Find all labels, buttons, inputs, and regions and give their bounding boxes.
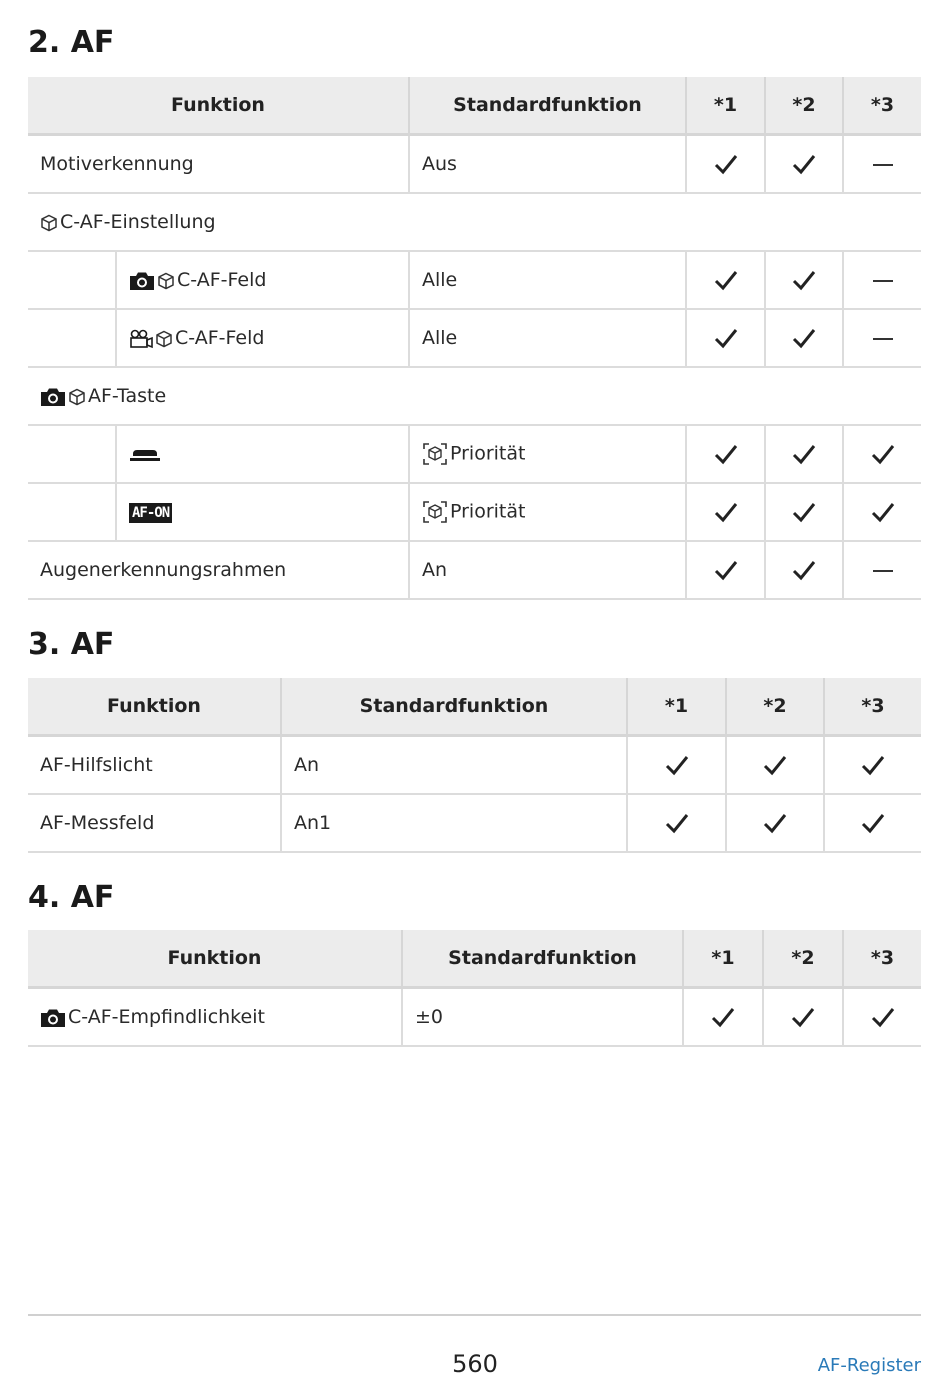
check-icon <box>714 501 738 523</box>
row-value: An <box>409 541 686 599</box>
check-icon <box>763 812 787 834</box>
movie-camera-icon <box>129 329 153 349</box>
mark-cell <box>765 251 843 309</box>
row-value: An1 <box>281 794 627 852</box>
mark-cell <box>686 483 765 541</box>
af-table-2 <box>28 77 921 600</box>
check-icon <box>861 812 885 834</box>
table-row <box>28 251 921 309</box>
check-icon <box>791 1006 815 1028</box>
mark-cell <box>627 794 726 852</box>
af-table-4 <box>28 930 921 1047</box>
check-icon <box>792 501 816 523</box>
row-label: AF-Hilfslicht <box>28 736 281 795</box>
row-label: AF-Messfeld <box>28 794 281 852</box>
mark-cell <box>843 251 921 309</box>
mark-cell <box>824 736 921 795</box>
mark-cell <box>843 988 921 1047</box>
dash-icon <box>873 338 893 340</box>
header-mode-2: *2 <box>763 930 843 988</box>
row-label: C-AF-Feld <box>177 269 267 291</box>
cube-icon <box>157 272 175 290</box>
mark-cell <box>765 425 843 483</box>
check-icon <box>714 327 738 349</box>
mark-cell <box>627 736 726 795</box>
mark-cell <box>843 425 921 483</box>
check-icon <box>665 754 689 776</box>
mark-cell <box>686 135 765 194</box>
indent-cell <box>28 251 116 309</box>
mark-cell <box>763 988 843 1047</box>
mark-cell <box>726 794 824 852</box>
header-standardfunktion: Standardfunktion <box>409 77 686 135</box>
mark-cell <box>726 736 824 795</box>
header-mode-3: *3 <box>843 930 921 988</box>
header-mode-1: *1 <box>627 678 726 736</box>
row-label: C-AF-Einstellung <box>60 211 216 233</box>
indent-cell <box>28 309 116 367</box>
mark-cell <box>686 309 765 367</box>
row-value-cell <box>409 483 686 541</box>
row-value: Alle <box>409 251 686 309</box>
check-icon <box>665 812 689 834</box>
dash-icon <box>873 164 893 166</box>
table-header-row <box>28 678 921 736</box>
group-row <box>28 193 921 251</box>
footer-divider <box>28 1314 921 1316</box>
check-icon <box>792 559 816 581</box>
row-label-cell <box>116 483 409 541</box>
mark-cell <box>765 541 843 599</box>
mark-cell <box>765 483 843 541</box>
header-standardfunktion: Standardfunktion <box>281 678 627 736</box>
check-icon <box>714 443 738 465</box>
mark-cell <box>843 309 921 367</box>
check-icon <box>763 754 787 776</box>
section-title-4: 4. AF <box>28 880 115 915</box>
row-value: ±0 <box>402 988 683 1047</box>
check-icon <box>861 754 885 776</box>
mark-cell <box>843 135 921 194</box>
section-title-2: 2. AF <box>28 25 115 60</box>
focus-target-cube-icon <box>422 500 448 524</box>
af-table-3 <box>28 678 921 853</box>
cube-icon <box>155 330 173 348</box>
row-value: Priorität <box>450 442 526 465</box>
mark-cell <box>843 483 921 541</box>
row-value: Alle <box>409 309 686 367</box>
header-standardfunktion: Standardfunktion <box>402 930 683 988</box>
table-header-row <box>28 930 921 988</box>
check-icon <box>792 327 816 349</box>
row-label-cell <box>116 251 409 309</box>
mark-cell <box>765 309 843 367</box>
row-label-cell <box>28 988 402 1047</box>
table-row <box>28 135 921 194</box>
cube-icon <box>68 388 86 406</box>
table-row <box>28 483 921 541</box>
table-header-row <box>28 77 921 135</box>
section-title-3: 3. AF <box>28 627 115 662</box>
header-funktion: Funktion <box>28 930 402 988</box>
row-label: C-AF-Empfindlichkeit <box>68 1006 265 1028</box>
check-icon <box>714 559 738 581</box>
table-row <box>28 309 921 367</box>
check-icon <box>792 269 816 291</box>
cube-icon <box>40 214 58 232</box>
header-mode-1: *1 <box>683 930 763 988</box>
row-label: Motiverkennung <box>28 135 409 194</box>
check-icon <box>714 153 738 175</box>
row-label: C-AF-Feld <box>175 327 265 349</box>
dash-icon <box>873 280 893 282</box>
row-value: Aus <box>409 135 686 194</box>
mark-cell <box>765 135 843 194</box>
af-on-badge: AF-ON <box>129 503 172 523</box>
row-value-cell <box>409 425 686 483</box>
check-icon <box>714 269 738 291</box>
header-mode-3: *3 <box>843 77 921 135</box>
page-number: 560 <box>452 1350 498 1378</box>
row-value: Priorität <box>450 500 526 523</box>
focus-target-cube-icon <box>422 442 448 466</box>
table-row <box>28 794 921 852</box>
header-funktion: Funktion <box>28 678 281 736</box>
mark-cell <box>686 251 765 309</box>
row-label: Augenerkennungsrahmen <box>28 541 409 599</box>
check-icon <box>792 443 816 465</box>
group-row <box>28 367 921 425</box>
table-row <box>28 541 921 599</box>
header-mode-1: *1 <box>686 77 765 135</box>
mark-cell <box>843 541 921 599</box>
camera-icon <box>40 1008 66 1028</box>
table-row <box>28 988 921 1047</box>
shutter-button-icon <box>129 447 161 463</box>
header-funktion: Funktion <box>28 77 409 135</box>
row-label-cell <box>116 309 409 367</box>
table-row <box>28 425 921 483</box>
mark-cell <box>824 794 921 852</box>
camera-icon <box>40 387 66 407</box>
check-icon <box>871 1006 895 1028</box>
mark-cell <box>686 425 765 483</box>
header-mode-3: *3 <box>824 678 921 736</box>
indent-cell <box>28 483 116 541</box>
header-mode-2: *2 <box>726 678 824 736</box>
header-mode-2: *2 <box>765 77 843 135</box>
check-icon <box>711 1006 735 1028</box>
dash-icon <box>873 570 893 572</box>
row-label: AF-Taste <box>88 385 167 407</box>
af-register-link[interactable]: AF-Register <box>817 1355 921 1376</box>
table-row <box>28 193 921 251</box>
check-icon <box>871 501 895 523</box>
table-row <box>28 367 921 425</box>
check-icon <box>871 443 895 465</box>
row-value: An <box>281 736 627 795</box>
check-icon <box>792 153 816 175</box>
table-row <box>28 736 921 795</box>
mark-cell <box>686 541 765 599</box>
camera-icon <box>129 271 155 291</box>
mark-cell <box>683 988 763 1047</box>
indent-cell <box>28 425 116 483</box>
row-label-cell <box>116 425 409 483</box>
